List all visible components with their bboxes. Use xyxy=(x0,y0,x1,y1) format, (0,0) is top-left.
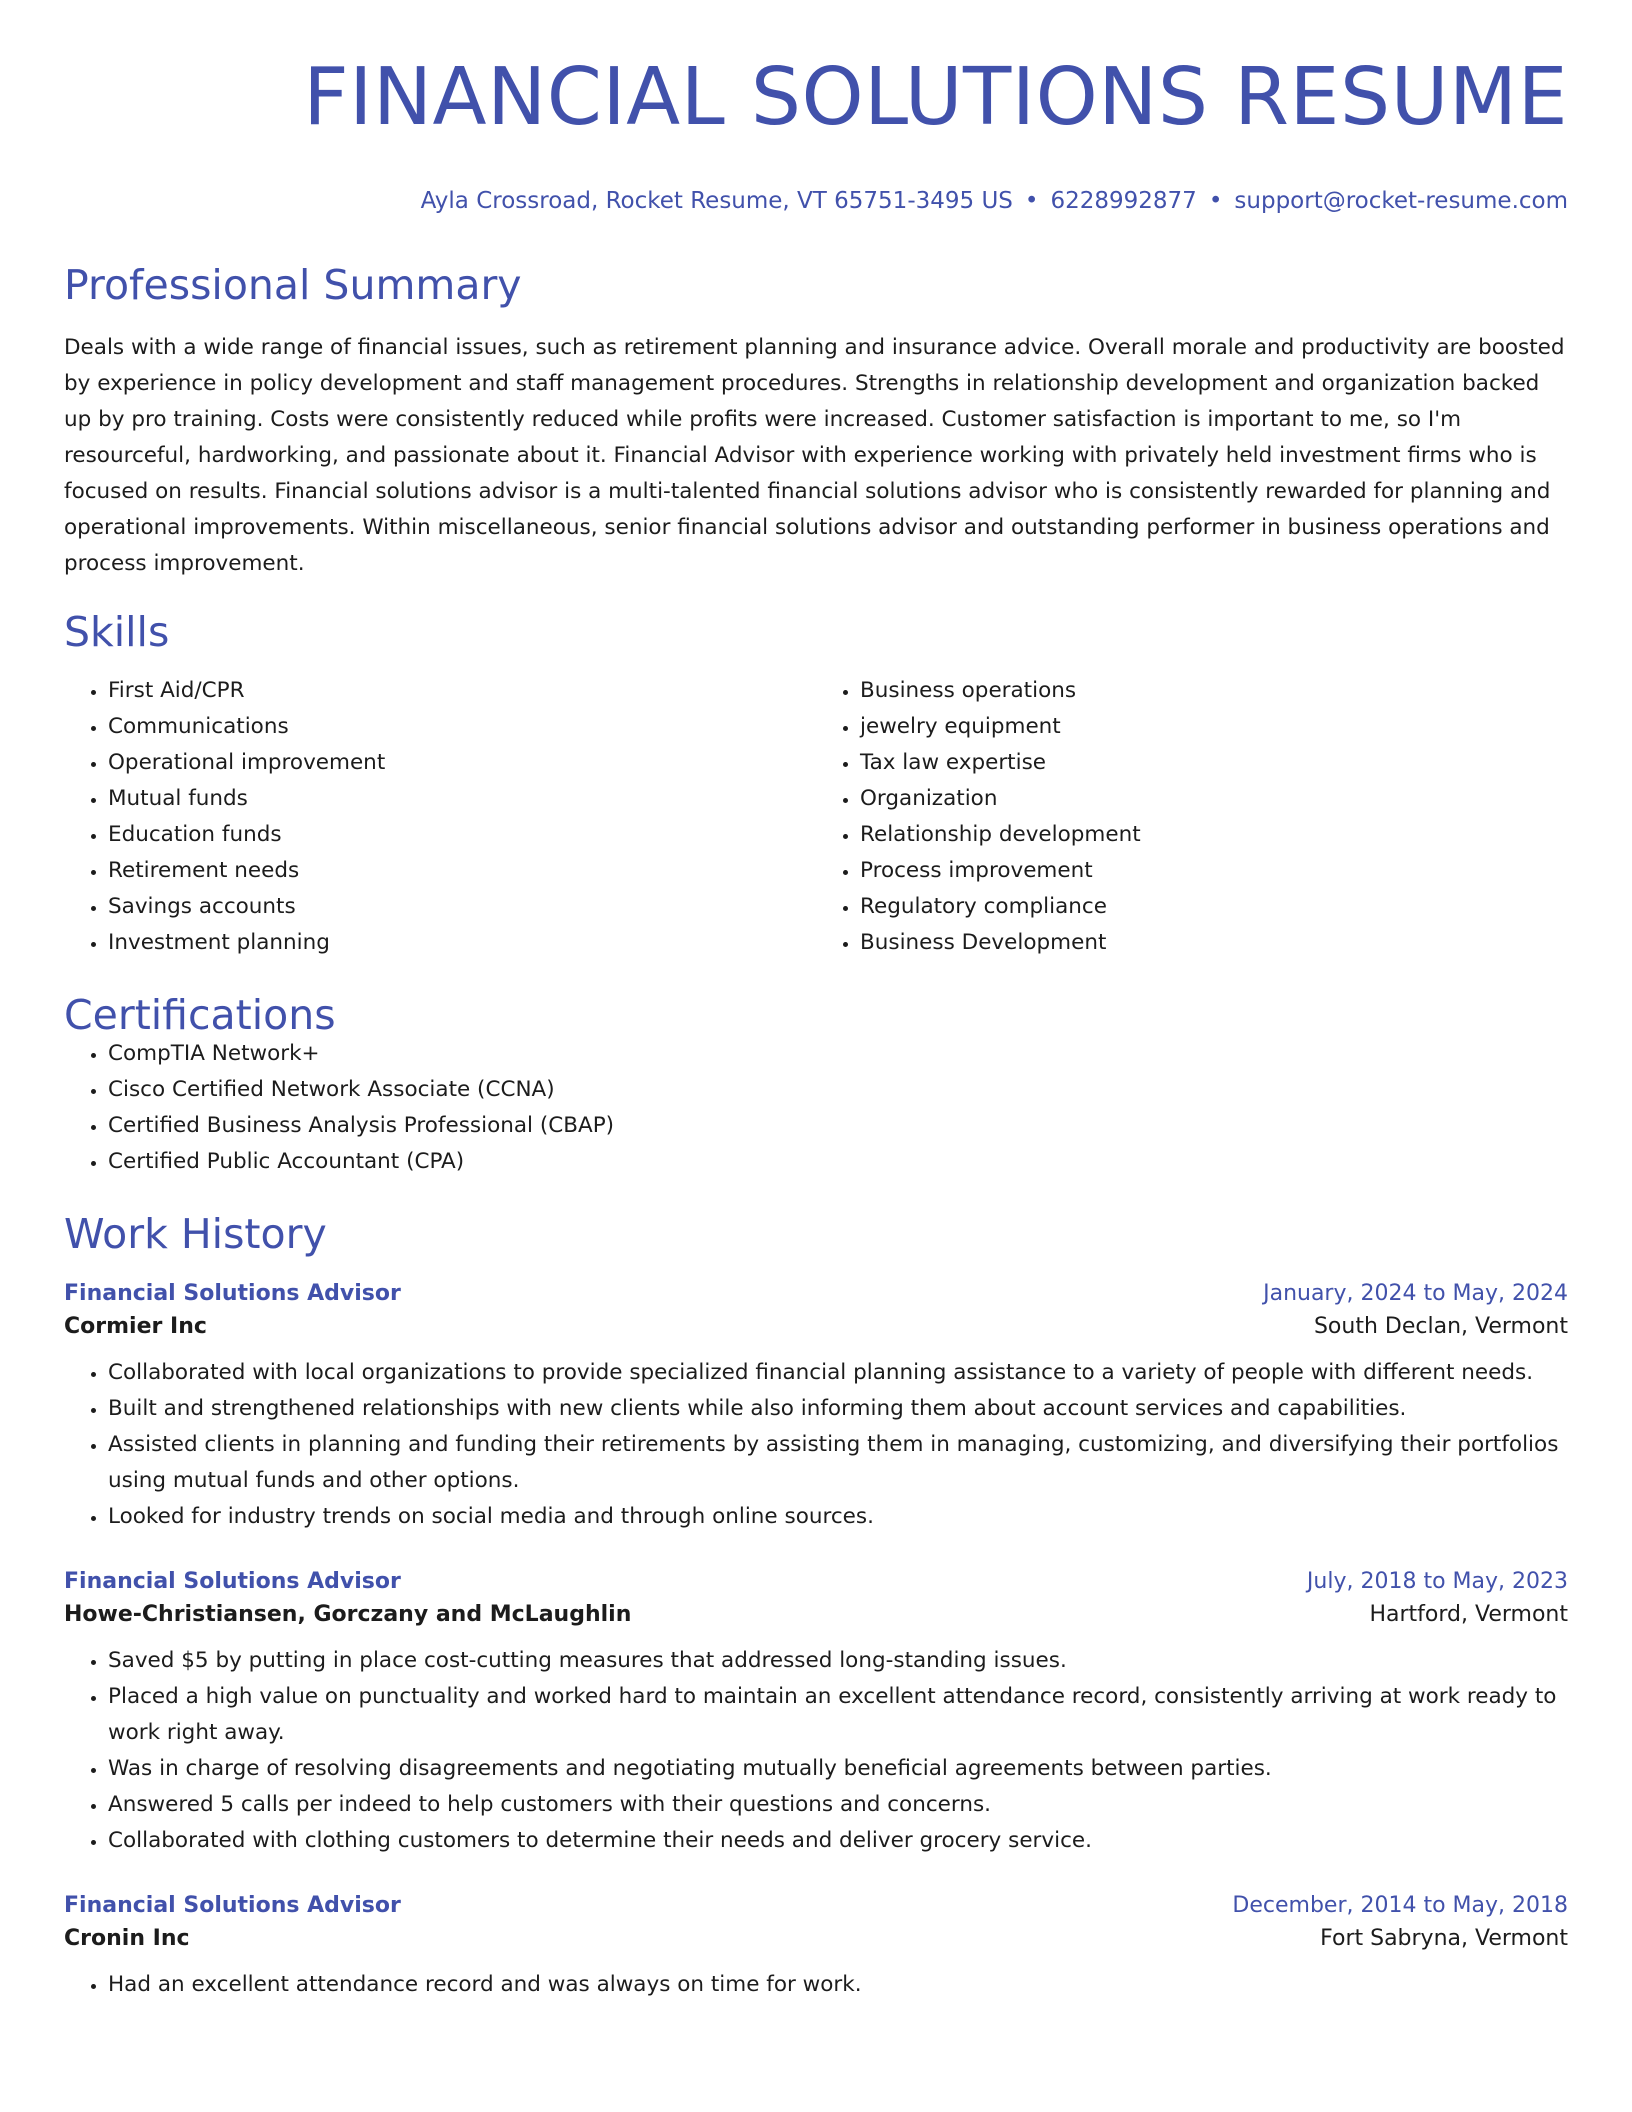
job-header xyxy=(64,1893,1568,1918)
certifications-list xyxy=(64,1036,1568,1180)
job-bullets xyxy=(64,1355,1568,1535)
job-company: Cormier Inc xyxy=(64,1313,207,1339)
job-bullets xyxy=(64,1967,1568,2003)
skill-item: • First Aid/CPR xyxy=(108,673,816,709)
job-location: Fort Sabryna, Vermont xyxy=(1320,1925,1568,1951)
contact-separator: • xyxy=(1024,187,1039,214)
job-bullet: • Collaborated with clothing customers to determine their needs and deliver grocery service. xyxy=(108,1823,1568,1859)
skill-item: • Communications xyxy=(108,709,816,745)
certification-item: • Certified Public Accountant (CPA) xyxy=(108,1144,1568,1180)
job-bullet: • Looked for industry trends on social media and through online sources. xyxy=(108,1499,1568,1535)
summary-heading: Professional Summary xyxy=(64,260,522,309)
contact-address: Ayla Crossroad, Rocket Resume, VT 65751-3495 US xyxy=(420,187,1013,214)
skill-item: • Education funds xyxy=(108,817,816,853)
job-subheader xyxy=(64,1602,1568,1627)
contact-phone: 6228992877 xyxy=(1050,187,1197,214)
job-header xyxy=(64,1569,1568,1594)
job-title: Financial Solutions Advisor xyxy=(64,1568,401,1594)
skills-columns xyxy=(64,673,1568,961)
skill-item: • Retirement needs xyxy=(108,853,816,889)
skills-heading: Skills xyxy=(64,607,170,656)
skill-item: • Tax law expertise xyxy=(860,745,1568,781)
job-bullets xyxy=(64,1643,1568,1859)
job-bullet: • Had an excellent attendance record and was always on time for work. xyxy=(108,1967,1568,2003)
job-subheader xyxy=(64,1314,1568,1339)
job-dates: July, 2018 to May, 2023 xyxy=(1306,1568,1568,1594)
job-title: Financial Solutions Advisor xyxy=(64,1892,401,1918)
skills-list-right xyxy=(816,673,1568,961)
job-bullet: • Placed a high value on punctuality and worked hard to maintain an excellent attendance record, consistently arriving at work ready to work right away. xyxy=(108,1679,1568,1751)
skill-item: • Organization xyxy=(860,781,1568,817)
certification-item: • Cisco Certified Network Associate (CCNA) xyxy=(108,1072,1568,1108)
job-title: Financial Solutions Advisor xyxy=(64,1280,401,1306)
skill-item: • Business Development xyxy=(860,925,1568,961)
job-company: Cronin Inc xyxy=(64,1925,190,1951)
skill-item: • Process improvement xyxy=(860,853,1568,889)
skill-item: • Operational improvement xyxy=(108,745,816,781)
contact-separator: • xyxy=(1208,187,1223,214)
skill-item: • Relationship development xyxy=(860,817,1568,853)
job-company: Howe-Christiansen, Gorczany and McLaughlin xyxy=(64,1601,632,1627)
job-bullet: • Built and strengthened relationships with new clients while also informing them about account services and capabilities. xyxy=(108,1391,1568,1427)
certification-item: • Certified Business Analysis Professional (CBAP) xyxy=(108,1108,1568,1144)
skill-item: • Regulatory compliance xyxy=(860,889,1568,925)
skill-item: • Investment planning xyxy=(108,925,816,961)
resume-page xyxy=(64,0,1568,2003)
skills-list-left xyxy=(64,673,816,961)
job-entry xyxy=(64,1281,1568,1535)
contact-line xyxy=(64,187,1568,214)
summary-text: Deals with a wide range of financial issues, such as retirement planning and insurance advice. Overall morale and productivity are boosted by experience in policy development and staff management procedures. Strengths in relationship development and organization backed up by pro training. Costs were consistently reduced while profits were increased. Customer satisfaction is important to me, so I'm resourceful, hardworking, and passionate about it. Financial Advisor with experience working with privately held investment firms who is focused on results. Financial solutions advisor is a multi-talented financial solutions advisor who is consistently rewarded for planning and operational improvements. Within miscellaneous, senior financial solutions advisor and outstanding performer in business operations and process improvement. xyxy=(64,334,1565,576)
skill-item: • Savings accounts xyxy=(108,889,816,925)
job-bullet: • Saved $5 by putting in place cost-cutting measures that addressed long-standing issues. xyxy=(108,1643,1568,1679)
skill-item: • Mutual funds xyxy=(108,781,816,817)
job-bullet: • Answered 5 calls per indeed to help customers with their questions and concerns. xyxy=(108,1787,1568,1823)
contact-email[interactable]: support@rocket-resume.com xyxy=(1234,187,1568,214)
work-history-heading: Work History xyxy=(64,1209,327,1258)
skill-item: • Business operations xyxy=(860,673,1568,709)
resume-title: FINANCIAL SOLUTIONS RESUME xyxy=(303,51,1568,143)
certification-item: • CompTIA Network+ xyxy=(108,1036,1568,1072)
job-bullet: • Assisted clients in planning and funding their retirements by assisting them in managing, customizing, and diversifying their portfolios using mutual funds and other options. xyxy=(108,1427,1568,1499)
job-dates: December, 2014 to May, 2018 xyxy=(1232,1892,1568,1918)
job-entry xyxy=(64,1569,1568,1859)
job-location: South Declan, Vermont xyxy=(1313,1313,1568,1339)
job-location: Hartford, Vermont xyxy=(1369,1601,1568,1627)
job-dates: January, 2024 to May, 2024 xyxy=(1263,1280,1568,1306)
job-header xyxy=(64,1281,1568,1306)
job-bullet: • Was in charge of resolving disagreements and negotiating mutually beneficial agreements between parties. xyxy=(108,1751,1568,1787)
job-entry xyxy=(64,1893,1568,2003)
skill-item: • jewelry equipment xyxy=(860,709,1568,745)
job-bullet: • Collaborated with local organizations to provide specialized financial planning assistance to a variety of people with different needs. xyxy=(108,1355,1568,1391)
certifications-heading: Certifications xyxy=(64,990,336,1039)
job-subheader xyxy=(64,1926,1568,1951)
